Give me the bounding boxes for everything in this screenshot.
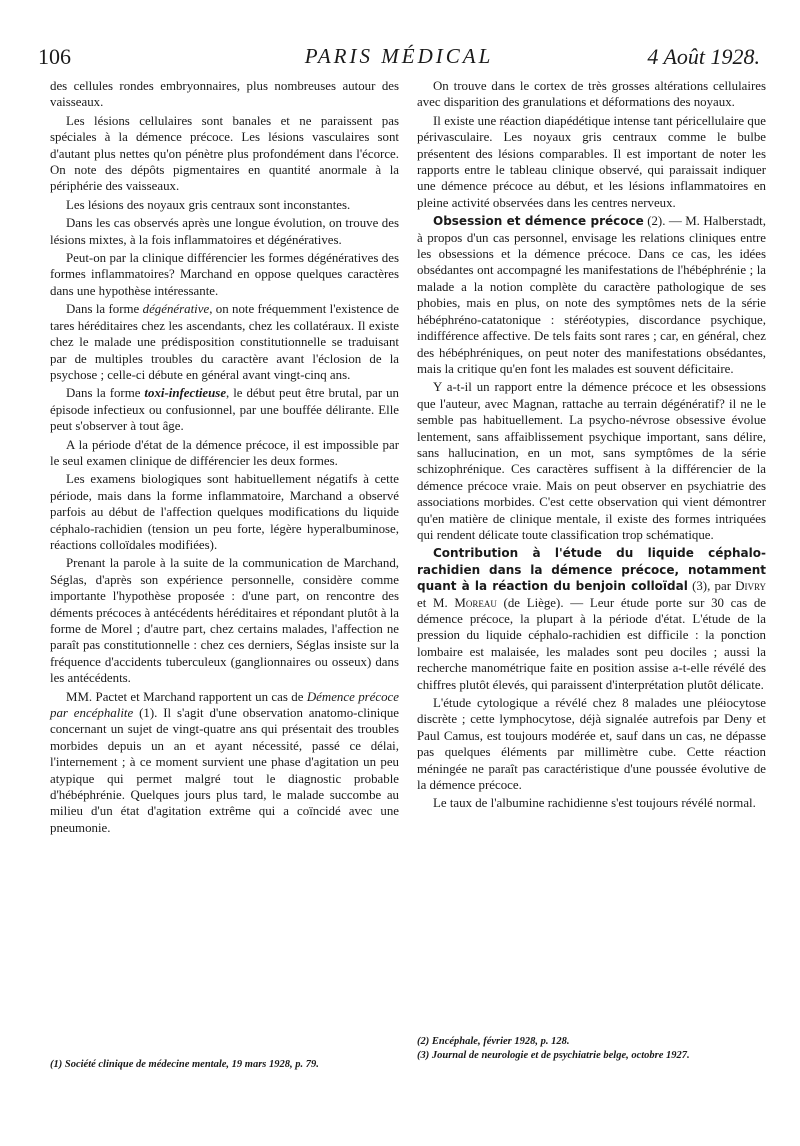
- footnotes-right: [417, 1035, 766, 1063]
- running-title: PARIS MÉDICAL: [304, 44, 494, 68]
- footnote: (1) Société clinique de médecine mentale, 19 mars 1928, p. 79.: [50, 1059, 319, 1070]
- paragraph: Les examens biologiques sont habituellement négatifs à cette période, mais dans la forme inflammatoire, Marchand a observé parfois au début de l'affection quelques modifications du liquide céphalo-rachidien (tension un peu forte, légère hyperalbuminose, réactions colloïdales modifiées).: [50, 472, 399, 552]
- section-heading: Contribution à l'étude du liquide céphalo-rachidien dans la démence précoce, notamment quant à la réaction du benjoin colloïdal: [417, 546, 766, 594]
- left-column: [50, 78, 399, 838]
- paragraph: Il existe une réaction diapédétique intense tant péricellulaire que périvasculaire. Les noyaux gris centraux comme le bulbe présentent des lésions comparables. Il est important de noter les rapports entre le tableau clinique observé, qui paraissait indiquer une démence précoce au début, et les lésions inflammatoires en pleine activité observées dans les centres nerveux.: [417, 113, 766, 210]
- paragraph: Peut-on par la clinique différencier les formes dégénératives des formes inflammatoires? Marchand en oppose quelques caractères dans une hypothèse intéressante.: [50, 251, 399, 298]
- right-column: [417, 78, 766, 814]
- paragraph: Y a-t-il un rapport entre la démence précoce et les obsessions que l'auteur, avec Magnan, rattache au terrain dégénératif? il ne le semble pas habituellement. La psycho-névrose obsessive évolue lentement, sans affaiblissement psychique important, sans délire, sans hallucination, en un mot, sans symptômes de la série schizophrénique. Ces caractères suffisent à la différencier de la démence précoce vraie. Mais on peut observer en psychiatrie des associations morbides. C'est cette observation qui vient démontrer qu'en matière de clinique mentale, il existe des formes intriquées qui rendent délicate toute classification trop schématique.: [417, 380, 766, 542]
- paragraph: Dans les cas observés après une longue évolution, on trouve des lésions mixtes, à la fois inflammatoires et dégénératives.: [50, 216, 399, 247]
- paragraph: Obsession et démence précoce (2). — M. Halberstadt, à propos d'un cas personnel, envisage les relations cliniques entre les obsessions et la démence précoce. Dans ce cas, les idées obsédantes ont accompagné les manifestations de l'hébéphrénie ; la malade a la notion complète du caractère pathologique de ses phobies, mais en plus, on note des symptômes nets de la série hébéphréno-catatonique : stéréotypies, discordance psychique, indifférence affective. De tels faits sont rares ; car, en général, chez des hébéphréniques, on peut noter des manifestations obsédantes, mais la critique qu'en font les malades est souvent déficitaire.: [417, 214, 766, 376]
- footnote: (3) Journal de neurologie et de psychiatrie belge, octobre 1927.: [417, 1050, 690, 1061]
- paragraph: Dans la forme toxi-infectieuse, le début peut être brutal, par un épisode infectieux ou confusionnel, par une bouffée délirante. Elle peut s'observer à tout âge.: [50, 386, 399, 434]
- paragraph: des cellules rondes embryonnaires, plus nombreuses autour des vaisseaux.: [50, 79, 399, 110]
- paragraph: A la période d'état de la démence précoce, il est impossible par le seul examen clinique de différencier les deux formes.: [50, 437, 399, 468]
- paragraph: MM. Pactet et Marchand rapportent un cas de Démence précoce par encéphalite (1). Il s'agit d'une observation anatomo-clinique concernant un sujet de vingt-quatre ans qui présentait des troubles morbides depuis un an et ayant nécessité, passé ce délai, l'internement ; à ce moment survient une phase d'agitation un peu atypique qui permet malgré tout le diagnostic probable d'hébéphrénie. Quelques jours plus tard, le malade succombe au milieu d'un état d'agitation extrême qui a coïncidé avec une pneumonie.: [50, 689, 399, 835]
- paragraph: Contribution à l'étude du liquide céphalo-rachidien dans la démence précoce, notamment quant à la réaction du benjoin colloïdal (3), par Divry et M. Moreau (de Liège). — Leur étude porte sur 30 cas de démence précoce, la plupart à la période d'état. L'étude de la pression du liquide céphalo-rachidien est difficile : la ponction lombaire est malaisée, les malades sont peu dociles ; aussi la recherche manométrique faite en position assise a-t-elle révélé des chiffres plutôt élevés, qui paraissent d'interprétation plutôt délicate.: [417, 546, 767, 692]
- paragraph: Les lésions des noyaux gris centraux sont inconstantes.: [66, 197, 351, 212]
- paragraph: L'étude cytologique a révélé chez 8 malades une pléiocytose discrète ; cette lymphocytose, déjà signalée autrefois par Deny et Paul Camus, est toujours modérée et, sauf dans un cas, ne dépasse pas quelques éléments par millimètre cube. Cette réaction méningée ne paraît pas caractéristique d'une poussée évolutive de la démence précoce.: [417, 696, 766, 793]
- author: Moreau: [454, 595, 497, 610]
- page-header: [38, 44, 760, 74]
- paragraph: On trouve dans le cortex de très grosses altérations cellulaires avec disparition des granulations et déformations des noyaux.: [417, 79, 766, 110]
- paragraph: Les lésions cellulaires sont banales et ne paraissent pas spéciales à la démence précoce. Les lésions vasculaires sont d'autant plus nettes qu'on pénètre plus profondément dans l'écorce. On note des dépôts pigmentaires en quantité anormale à la périphérie des vaisseaux.: [50, 113, 399, 194]
- paragraph: Dans la forme dégénérative, on note fréquemment l'existence de tares héréditaires chez les ascendants, chez les collatéraux. Il existe chez le malade une prédisposition constitutionnelle se traduisant par de multiples troubles du caractère avant l'éclosion de la psychose ; celle-ci débute en général avant vingt-cinq ans.: [50, 302, 399, 382]
- author: Divry: [735, 579, 767, 594]
- paragraph: Prenant la parole à la suite de la communication de Marchand, Séglas, d'après son expérience personnelle, considère comme importante l'hypothèse proposée : d'une part, on rencontre des déments précoces à antécédents héréditaires et répondant plutôt à la forme de Morel ; d'autre part, chez certains malades, l'affection ne paraît pas constitutionnelle : chez ces derniers, Séglas insiste sur la fréquence d'accidents tuberculeux (ganglionnaires ou osseux) dans les antécédents.: [50, 556, 399, 686]
- issue-date: 4 Août 1928.: [647, 44, 760, 69]
- page-number: 106: [38, 44, 71, 69]
- footnote: (2) Encéphale, février 1928, p. 128.: [417, 1036, 570, 1047]
- section-heading: Obsession et démence précoce: [433, 214, 644, 229]
- paragraph: Le taux de l'albumine rachidienne s'est toujours révélé normal.: [433, 796, 756, 811]
